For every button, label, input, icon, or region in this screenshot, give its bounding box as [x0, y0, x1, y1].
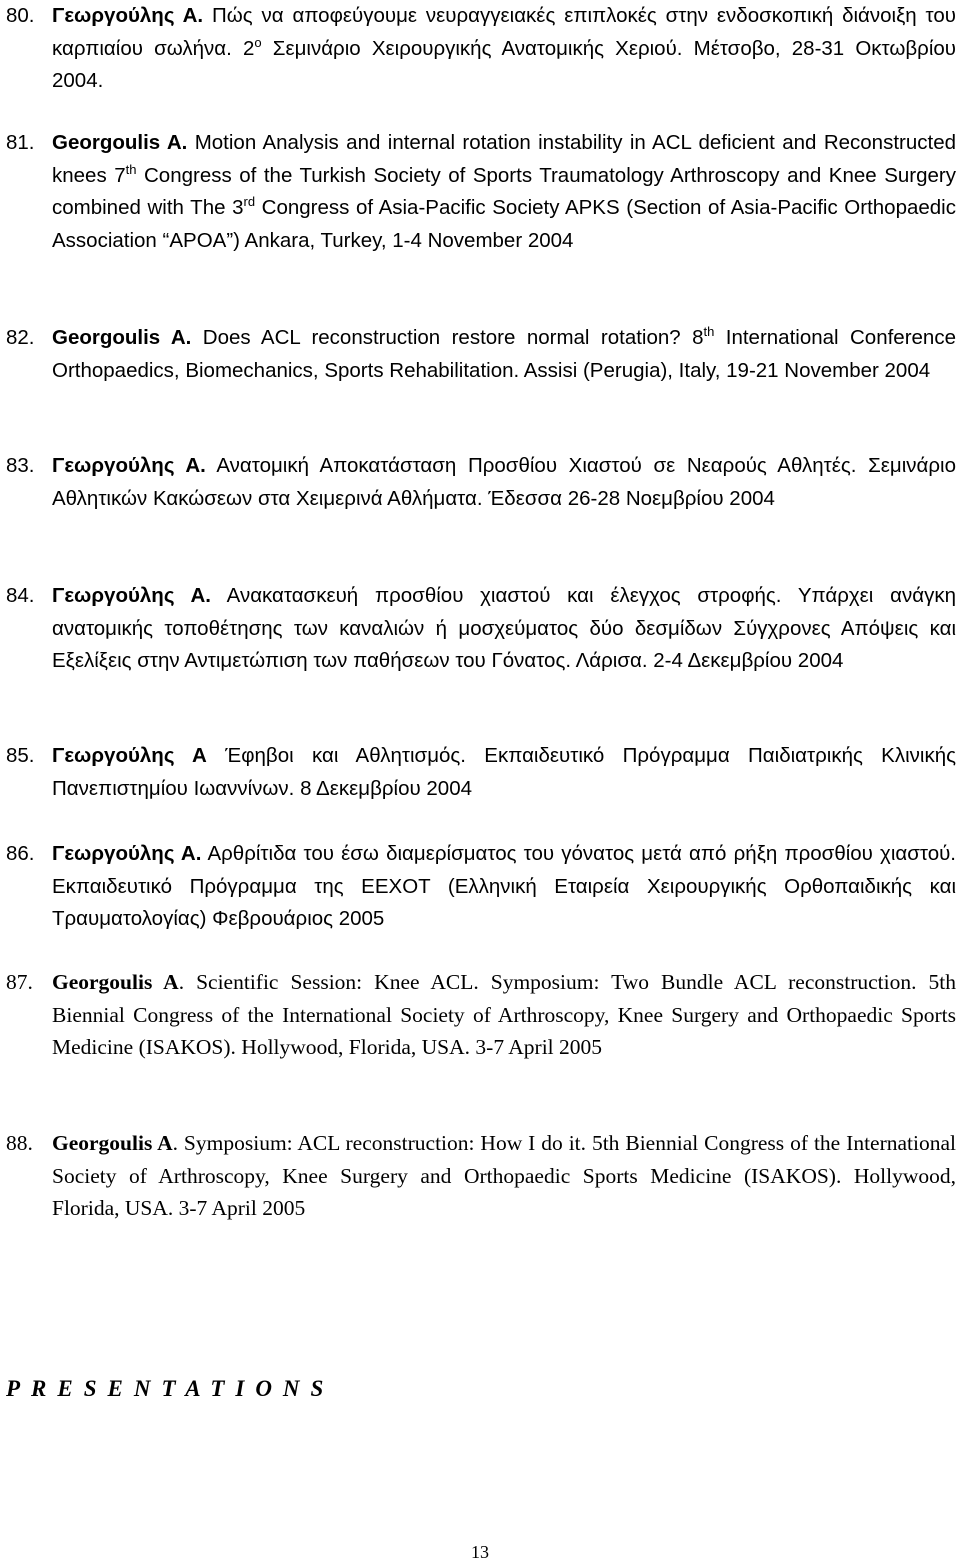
entry-text: Πώς να αποφεύγουμε νευραγγειακές επιπλοκές στην ενδοσκοπική διάνοιξη του καρπιαίου σωλήνα. 2 — [52, 4, 956, 60]
entry-text: Σεμινάριο Χειρουργικής Ανατομικής Χεριού. Μέτσοβο, 28-31 Οκτωβρίου 2004. — [52, 36, 956, 92]
entry-body — [52, 1127, 956, 1225]
entry-number: 88. — [6, 1131, 33, 1155]
entry-number: 85. — [6, 744, 35, 767]
entry-text: Ανακατασκευή προσθίου χιαστού και έλεγχος στροφής. Υπάρχει ανάγκη ανατομικής τοποθέτησης των καναλιών ή μοσχεύματος δύο δεσμίδων Σύγχρονες Απόψεις και Εξελίξεις στην Αντιμετώπιση των παθήσεων του Γόνατος. Λάρισα. 2-4 Δεκεμβρίου 2004 — [52, 584, 956, 672]
entry-body — [52, 0, 956, 98]
section-heading: PRESENTATIONS — [6, 1376, 335, 1401]
page-number: 13 — [471, 1542, 489, 1562]
entry-body — [52, 127, 956, 257]
entry-80 — [6, 0, 956, 98]
entry-text: Motion Analysis and internal rotation instability in ACL deficient and Reconstructed knees 7 — [52, 131, 956, 187]
entry-superscript: th — [125, 161, 137, 177]
entry-number: 87. — [6, 970, 33, 994]
entry-number: 83. — [6, 454, 35, 477]
entry-text: Έφηβοι και Αθλητισμός. Εκπαιδευτικό Πρόγραμμα Παιδιατρικής Κλινικής Πανεπιστημίου Ιωαννίνων. 8 Δεκεμβρίου 2004 — [52, 744, 956, 800]
entry-author: Γεωργούλης Α. — [52, 4, 204, 27]
entry-body — [52, 838, 956, 936]
entry-87 — [6, 966, 956, 1064]
entry-body — [52, 580, 956, 678]
entry-superscript: th — [703, 324, 715, 340]
entry-85 — [6, 740, 956, 805]
entry-superscript: rd — [243, 194, 256, 210]
entry-number: 82. — [6, 326, 35, 349]
entry-text: Congress of Asia-Pacific Society APKS (Section of Asia-Pacific Orthopaedic Association “APOA”) Ankara, Turkey, 1-4 November 2004 — [52, 196, 956, 252]
entry-author: Georgoulis A — [52, 970, 179, 994]
entry-author: Georgoulis A. — [52, 326, 192, 349]
entry-number: 84. — [6, 584, 35, 607]
entry-author: Γεωργούλης Α — [52, 744, 207, 767]
entry-86 — [6, 838, 956, 936]
entry-83 — [6, 450, 956, 515]
entry-text: International Conference Orthopaedics, Biomechanics, Sports Rehabilitation. Assisi (Perugia), Italy, 19-21 November 2004 — [52, 326, 956, 382]
entry-text: Congress of the Turkish Society of Sports Traumatology Arthroscopy and Knee Surgery combined with The 3 — [52, 163, 956, 219]
entry-number: 86. — [6, 842, 35, 865]
entry-text: . Scientific Session: Knee ACL. Symposium: Two Bundle ACL reconstruction. 5th Biennial Congress of the International Society of Arthroscopy, Knee Surgery and Orthopaedic Sports Medicine (ISAKOS). Hollywood, Florida, USA. 3-7 April 2005 — [52, 970, 956, 1059]
entry-text: Αρθρίτιδα του έσω διαμερίσματος του γόνατος μετά από ρήξη προσθίου χιαστού. Εκπαιδευτικό Πρόγραμμα της ΕΕΧΟΤ (Ελληνική Εταιρεία Χειρουργικής Ορθοπαιδικής και Τραυματολογίας) Φεβρουάριος 2005 — [52, 842, 956, 930]
entry-body — [52, 966, 956, 1064]
entry-superscript: ο — [254, 34, 262, 50]
entry-author: Γεωργούλης Α. — [52, 454, 206, 477]
entry-text: Does ACL reconstruction restore normal rotation? 8 — [191, 326, 704, 349]
entry-author: Georgoulis A. — [52, 131, 188, 154]
entry-author: Georgoulis A — [52, 1131, 173, 1155]
entry-text: Ανατομική Αποκατάσταση Προσθίου Χιαστού σε Νεαρούς Αθλητές. Σεμινάριο Αθλητικών Κακώσεων στα Χειμερινά Αθλήματα. Έδεσσα 26-28 Νοεμβρίου 2004 — [52, 454, 956, 510]
entry-body — [52, 450, 956, 515]
entry-body — [52, 322, 956, 387]
entry-82 — [6, 322, 956, 387]
entry-body — [52, 740, 956, 805]
entry-number: 81. — [6, 131, 35, 154]
entry-author: Γεωργούλης Α. — [52, 584, 211, 607]
entry-text: . Symposium: ACL reconstruction: How I do it. 5th Biennial Congress of the International Society of Arthroscopy, Knee Surgery and Orthopaedic Sports Medicine (ISAKOS). Hollywood, Florida, USA. 3-7 April 2005 — [52, 1131, 956, 1220]
entry-88 — [6, 1127, 956, 1225]
entry-number: 80. — [6, 4, 35, 27]
entry-author: Γεωργούλης Α. — [52, 842, 202, 865]
entry-81 — [6, 127, 956, 257]
entry-84 — [6, 580, 956, 678]
